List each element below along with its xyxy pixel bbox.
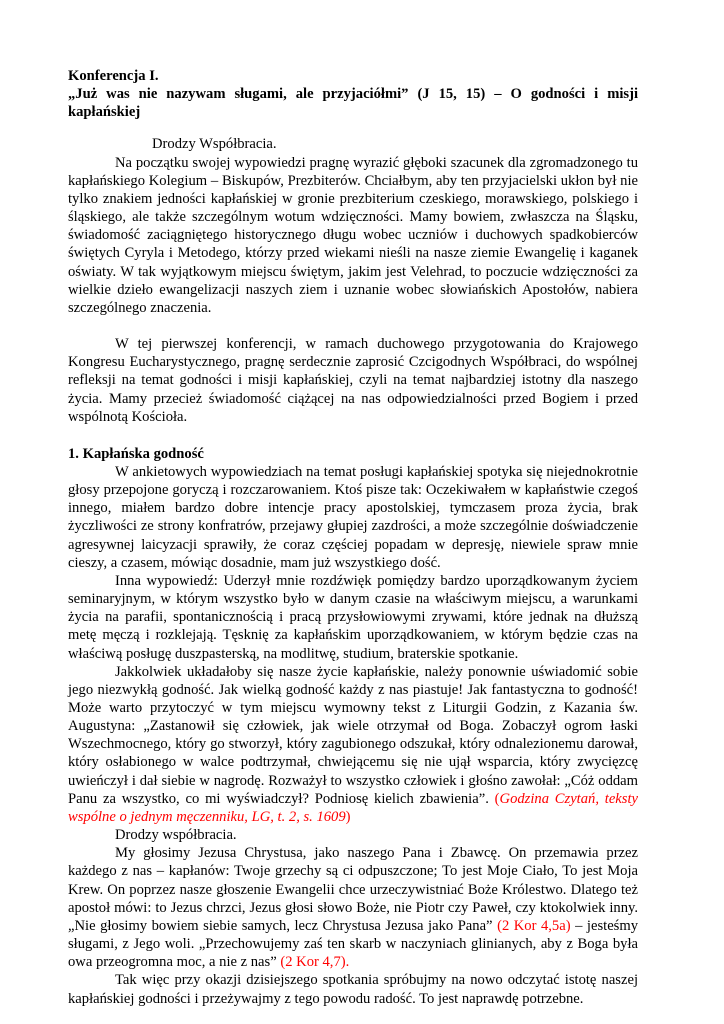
section-paragraph-3 (68, 663, 638, 826)
paragraph-text: Jakkolwiek układałoby się nasze życie kapłańskie, należy ponownie uświadomić sobie jego niezwykłą godność. Jak wielką godność każdy z nas piastuje! Jak fantastyczna to godność! Może warto przytoczyć w tym miejscu wymowny tekst z Liturgii Godzin, z Kazania św. Augustyna: „Zastanowił się człowiek, jak wiele otrzymał od Boga. Zobaczył ogrom łaski Wszechmocnego, który go stworzył, który zagubionego odszukał, który odnalezionemu darował, który osłabionego w walce podtrzymał, chwiejącemu się nie ujął wsparcia, który zwycięzcę uwieńczył i dał siebie w nagrodę. Rozważył to wszystko człowiek i głośno zawołał: „Cóż oddam Panu za wszystko, co mi wyświadczył? Podniosę kielich zbawienia”. (68, 663, 638, 807)
citation-open: ( (494, 790, 500, 807)
conference-label: Konferencja I. (68, 68, 159, 84)
section-paragraph-1: W ankietowych wypowiedziach na temat posługi kapłańskiej spotyka się niejednokrotnie głosy przepojone goryczą i rozczarowaniem. Ktoś pisze tak: Oczekiwałem w kapłaństwie czegoś innego, miałem bardzo dobre intencje pracy apostolskiej, tymczasem proza życia, brak życzliwości ze strony konfratrów, przejawy głupiej zazdrości, a może szczególnie doświadczenie agresywnej laicyzacji sprawiły, że coraz częściej popadam w depresję, niewiele spraw mnie cieszy, a czasem, mówiąc dosadnie, mam już wszystkiego dość. (68, 463, 638, 571)
citation-liturgy-of-hours: Godzina Czytań, teksty wspólne o jednym męczenniku, LG, t. 2, s. 1609 (68, 790, 638, 825)
document-title-block (68, 67, 638, 121)
section-paragraph-2: Inna wypowiedź: Uderzył mnie rozdźwięk pomiędzy bardzo uporządkowanym życiem seminaryjnym, w którym wszystko było w danym czasie na właściwym miejscu, a warunkami życia na parafii, spontanicznością i pracą przysłowiowymi zrywami, które jednak na dłuższą metę męczą i rozklejają. Tęsknię za kapłańskim uporządkowaniem, w którym będzie czas na właściwą posługę duszpasterską, na modlitwę, studium, braterskie spotkanie. (68, 572, 638, 662)
paragraph-text: My głosimy Jezusa Chrystusa, jako naszego Pana i Zbawcę. On przemawia przez każdego z nas – kapłanów: Twoje grzechy są ci odpuszczone; To jest Moje Ciało, To jest Moja Krew. On poprzez nasze głoszenie Ewangelii chce urzeczywistniać Boże Królestwo. Dlatego też apostoł mówi: to Jezus chrzci, Jezus głosi słowo Boże, nie Piotr czy Paweł, czy ktokolwiek inny. „Nie głosimy bowiem siebie samych, lecz Chrystusa Jezusa jako Pana” (68, 845, 638, 934)
intro-paragraph-2: W tej pierwszej konferencji, w ramach duchowego przygotowania do Krajowego Kongresu Eucharystycznego, pragnę serdecznie zaprosić Czcigodnych Współbraci, do wspólnej refleksji na temat godności i misji kapłańskiej, czyli na temat najbardziej istotny dla naszego życia. Mamy przecież świadomość ciążącej na nas odpowiedzialności przed Bogiem i przed wspólnotą Kościoła. (68, 336, 638, 425)
citation-close: ) (345, 808, 351, 825)
paragraph-text: – jesteśmy sługami, z Jego woli. „Przechowujemy zaś ten skarb w naczyniach glinianych, aby z Boga była owa przeogromna moc, a nie z nas” (68, 917, 639, 971)
section-paragraph-5 (68, 844, 638, 971)
citation-2-kor-4-7: (2 Kor 4,7). (280, 954, 350, 971)
section-paragraph-4: Drodzy współbracia. (115, 827, 237, 844)
citation-2-kor-4-5a: (2 Kor 4,5a) (497, 917, 571, 934)
salutation: Drodzy Współbracia. (152, 136, 277, 153)
section-heading: 1. Kapłańska godność (68, 445, 204, 462)
intro-paragraph-1: Na początku swojej wypowiedzi pragnę wyrazić głęboki szacunek dla zgromadzonego tu kapłańskiego Kolegium – Biskupów, Prezbiterów. Chciałbym, aby ten przyjacielski ukłon był nie tylko znakiem jedności kapłańskiej w gronie prezbiterium czeskiego, morawskiego, polskiego i śląskiego, ale także szczególnym wotum wdzięczności. Mamy bowiem, zwłaszcza na Śląsku, świadomość zaciągniętego historycznego długu wobec uczniów i duchowych spadkobierców świętych Cyryla i Metodego, którzy przed wiekami nieśli na nasze ziemie Ewangelię i kaganek oświaty. W tak wyjątkowym miejscu świętym, jakim jest Velehrad, to poczucie wdzięczności za wielkie dzieło ewangelizacji naszych ziem i uznanie wobec słowiańskich Apostołów, nabiera szczególnego znaczenia. (68, 154, 638, 316)
document-page (68, 67, 638, 1008)
section-paragraph-6: Tak więc przy okazji dzisiejszego spotkania spróbujmy na nowo odczytać istotę naszej kapłańskiej godności i przeżywajmy z tego powodu radość. To jest naprawdę potrzebne. (68, 972, 638, 1007)
conference-title: „Już was nie nazywam sługami, ale przyjaciółmi” (J 15, 15) – O godności i misji kapłańskiej (68, 86, 638, 121)
